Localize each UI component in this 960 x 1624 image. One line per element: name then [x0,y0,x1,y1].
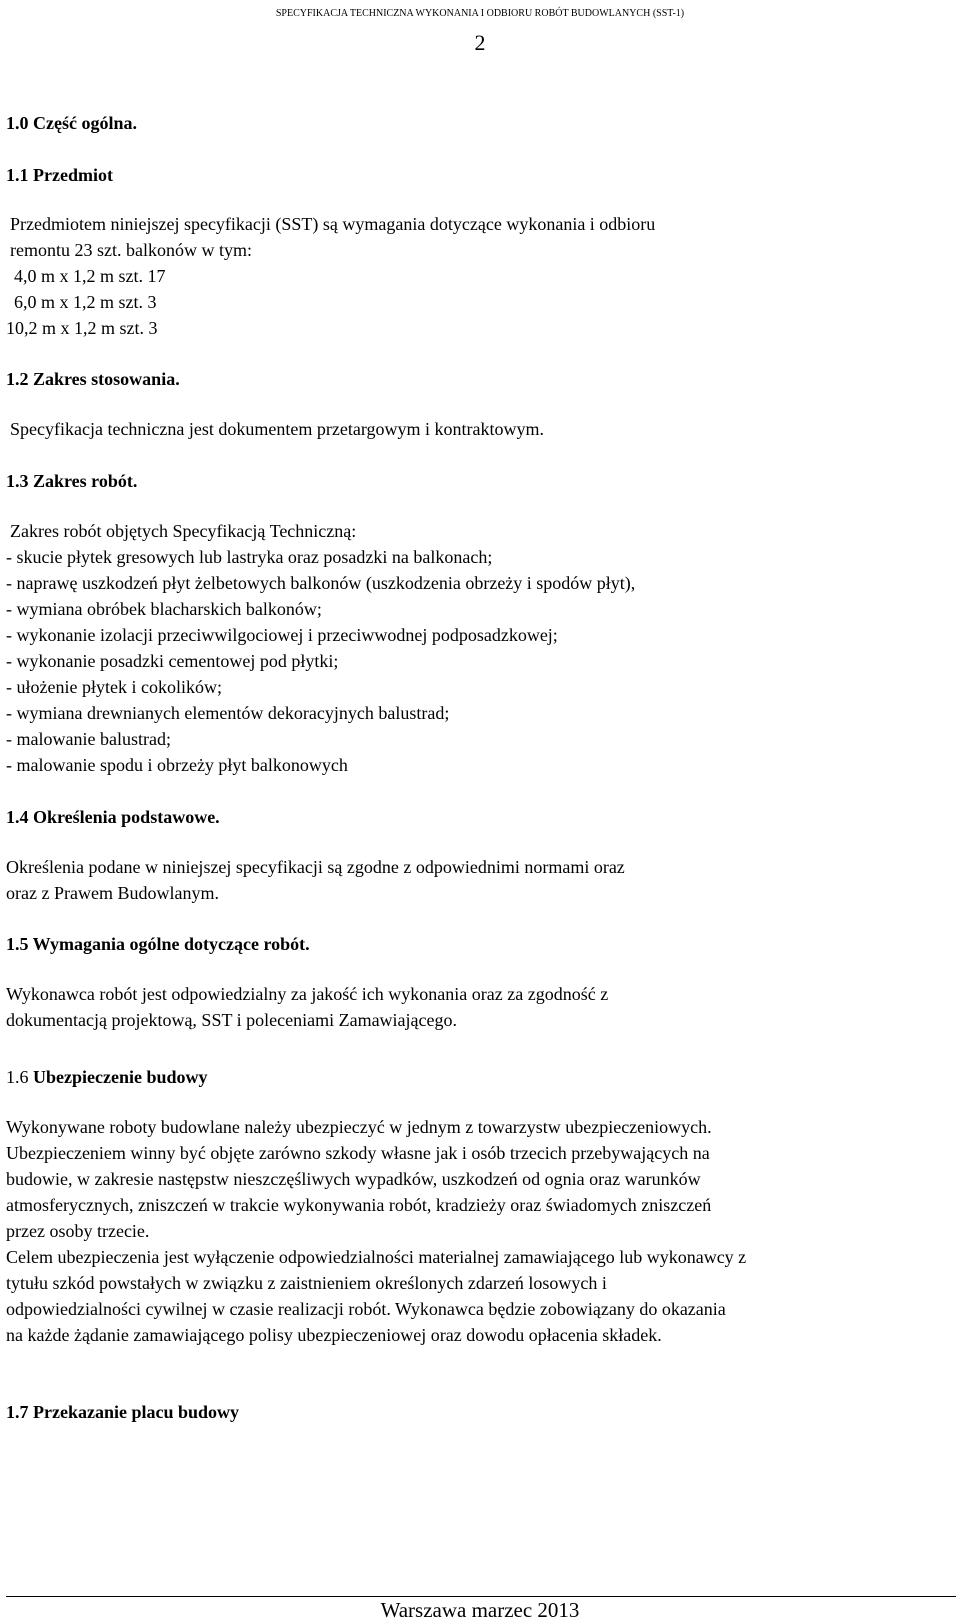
heading-1-6 [6,1066,208,1088]
heading-1-6-text: Ubezpieczenie budowy [33,1067,208,1087]
paragraph-line: oraz z Prawem Budowlanym. [6,883,219,903]
document-header-title: SPECYFIKACJA TECHNICZNA WYKONANIA I ODBIORU ROBÓT BUDOWLANYCH (SST-1) [275,8,685,19]
paragraph-line: odpowiedzialności cywilnej w czasie realizacji robót. Wykonawca będzie zobowiązany do okazania [6,1299,726,1319]
heading-1-5: 1.5 Wymagania ogólne dotyczące robót. [6,934,310,954]
dimension-line: 10,2 m x 1,2 m szt. 3 [6,318,158,338]
footer-divider [6,1596,956,1597]
heading-1-4: 1.4 Określenia podstawowe. [6,807,220,827]
paragraph-line: Przedmiotem niniejszej specyfikacji (SST) są wymagania dotyczące wykonania i odbioru [10,214,656,234]
heading-1-3: 1.3 Zakres robót. [6,471,138,491]
list-item: - wykonanie izolacji przeciwwilgociowej i przeciwwodnej podposadzkowej; [6,625,558,645]
list-item: - wymiana drewnianych elementów dekoracyjnych balustrad; [6,703,450,723]
footer-text: Warszawa marzec 2013 [380,1598,580,1622]
list-item: - wymiana obróbek blacharskich balkonów; [6,599,322,619]
page-number: 2 [474,30,486,55]
paragraph-line: Wykonawca robót jest odpowiedzialny za jakość ich wykonania oraz za zgodność z [6,984,609,1004]
paragraph-line: Określenia podane w niniejszej specyfikacji są zgodne z odpowiednimi normami oraz [6,857,625,877]
dimension-line: 4,0 m x 1,2 m szt. 17 [14,266,166,286]
list-item: - wykonanie posadzki cementowej pod płytki; [6,651,339,671]
heading-1-1: 1.1 Przedmiot [6,165,113,185]
paragraph-line: na każde żądanie zamawiającego polisy ubezpieczeniowej oraz dowodu opłacenia składek. [6,1325,662,1345]
paragraph-line: przez osoby trzecie. [6,1221,150,1241]
heading-1-2: 1.2 Zakres stosowania. [6,369,180,389]
dimension-line: 6,0 m x 1,2 m szt. 3 [14,292,157,312]
heading-1-0: 1.0 Część ogólna. [6,113,137,133]
paragraph-line: tytułu szkód powstałych w związku z zaistnieniem określonych zdarzeń losowych i [6,1273,607,1293]
paragraph-line: dokumentacją projektową, SST i poleceniami Zamawiającego. [6,1010,458,1030]
list-item: - skucie płytek gresowych lub lastryka oraz posadzki na balkonach; [6,547,493,567]
paragraph-line: Celem ubezpieczenia jest wyłączenie odpowiedzialności materialnej zamawiającego lub wykonawcy z [6,1247,747,1267]
paragraph-line: Specyfikacja techniczna jest dokumentem przetargowym i kontraktowym. [10,419,544,439]
paragraph-line: remontu 23 szt. balkonów w tym: [10,240,252,260]
list-item: - malowanie spodu i obrzeży płyt balkonowych [6,755,348,775]
heading-1-7: 1.7 Przekazanie placu budowy [6,1402,240,1422]
list-item: - malowanie balustrad; [6,729,171,749]
paragraph-line: Wykonywane roboty budowlane należy ubezpieczyć w jednym z towarzystw ubezpieczeniowych. [6,1117,712,1137]
paragraph-line: Zakres robót objętych Specyfikacją Techniczną: [10,521,357,541]
paragraph-line: Ubezpieczeniem winny być objęte zarówno szkody własne jak i osób trzecich przebywających na [6,1143,710,1163]
paragraph-line: budowie, w zakresie następstw nieszczęśliwych wypadków, uszkodzeń od ognia oraz warunków [6,1169,701,1189]
list-item: - ułożenie płytek i cokolików; [6,677,222,697]
list-item: - naprawę uszkodzeń płyt żelbetowych balkonów (uszkodzenia obrzeży i spodów płyt), [6,573,636,593]
paragraph-line: atmosferycznych, zniszczeń w trakcie wykonywania robót, kradzieży oraz świadomych zniszczeń [6,1195,712,1215]
heading-1-6-number: 1.6 [6,1067,29,1087]
